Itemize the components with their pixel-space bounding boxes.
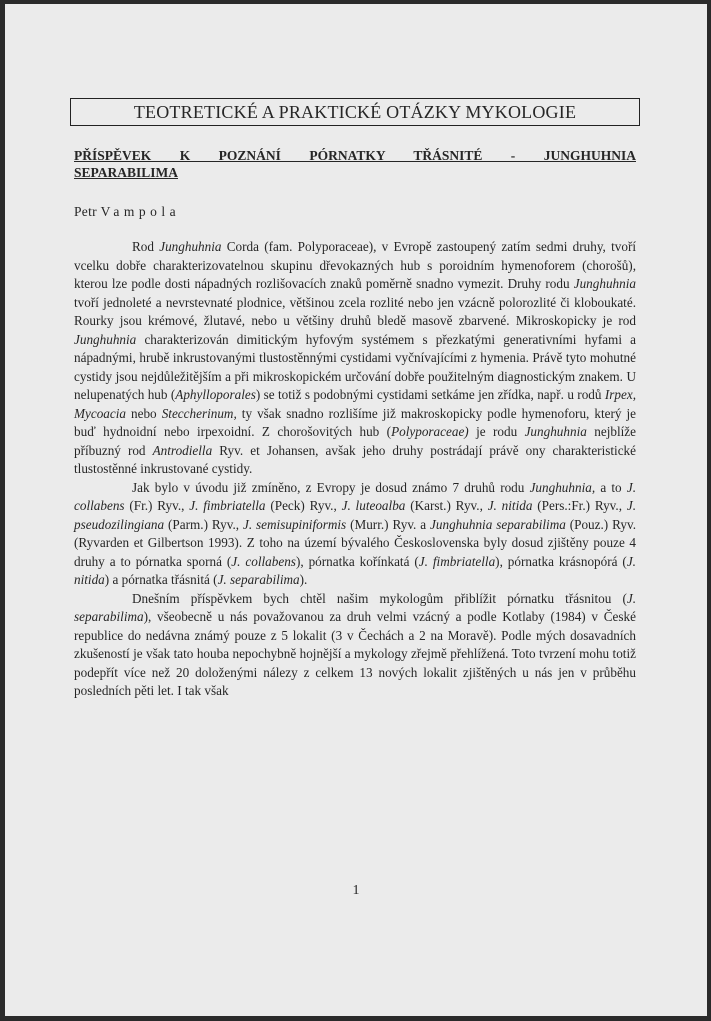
author [74, 204, 180, 220]
text-run: ). [299, 572, 308, 587]
text-run: ) a pórnatka třásnitá ( [104, 572, 218, 587]
italic-taxon: J. semisupiniformis [242, 516, 347, 532]
italic-taxon: Junghuhnia [524, 424, 587, 439]
article-title-line2: SEPARABILIMA [74, 165, 179, 180]
italic-taxon: Junghuhnia [74, 331, 137, 347]
italic-taxon: J. nitida [487, 498, 533, 513]
article-title [74, 147, 636, 181]
document-page [5, 4, 707, 1016]
text-run: (Pers.:Fr.) Ryv., [532, 498, 627, 513]
paragraph [74, 238, 636, 479]
text-run: a to [595, 479, 627, 495]
text-run: ty však snadno rozlišíme již makroskopicky podle hymenoforu, který je buď hydnoidní nebo irpexoidní. Z chorošovitých hub ( [74, 405, 636, 439]
text-run: nejblíže příbuzný rod [74, 424, 636, 458]
text-run: (Fr.) Ryv., [124, 498, 190, 513]
page-number: 1 [352, 883, 360, 898]
italic-taxon: J. pseudozilingiana [74, 498, 636, 532]
italic-taxon: J. separabilima [217, 572, 300, 587]
text-run: Ryv. et Johansen, avšak jeho druhy postrádají právě ony charakteristické tlustostěnné inkrustované cystidy. [74, 442, 636, 476]
italic-taxon: Steccherinum, [161, 405, 237, 421]
italic-taxon: Irpex, Mycoacia [74, 387, 636, 421]
italic-taxon: J. separabilima [74, 590, 636, 624]
text-run: je rodu [468, 424, 525, 439]
italic-taxon: J. nitida [74, 553, 636, 587]
text-run: ), pórnatka krásnopórá ( [495, 553, 627, 569]
author-last-name: Vampola [100, 204, 181, 219]
text-run: Dnešním příspěvkem bych chtěl našim mykologům přiblížit pórnatku třásnitou ( [132, 590, 627, 606]
text-run: charakterizován dimitickým hyfovým systémem s přezkatými generativními hyfami a nápadnými, hrubě inkrustovanými tlustostěnnými cystidami vyčnívajícími z hymenia. Právě tyto mohutné cystidy jsou nejdůležitějším a při mikroskopickém určování dobře použitelným diagnostickým znakem. U nelupenatých hub ( [74, 331, 636, 402]
author-first-name: Petr [74, 204, 97, 219]
text-run: (Karst.) Ryv., [405, 498, 488, 513]
italic-taxon: J. collabens [74, 479, 636, 513]
italic-taxon: J. luteoalba [341, 498, 406, 513]
section-header: TEOTRETICKÉ A PRAKTICKÉ OTÁZKY MYKOLOGIE [70, 98, 640, 126]
paragraph [74, 479, 636, 590]
italic-taxon: J. fimbriatella [418, 553, 496, 569]
text-run: Corda (fam. Polyporaceae), v Evropě zastoupený zatím sedmi druhy, tvoří vcelku dobře charakterizovatelnou skupinu dřevokazných hub s poroidním hymenoforem (chorošů), kterou lze podle dosti nápadných rozlišovacích znaků poměrně snadno vymezit. Druhy rodu [74, 239, 637, 291]
text-run: ), všeobecně u nás považovanou za druh velmi vzácný a podle Kotlaby (1984) v České republice do nedávna známý pouze z 5 lokalit (3 v Čechách a 2 na Moravě). Podle mých dosavadních zkušeností je však tato houba nepochybně hojnější a mykology zřejmě přehlížená. Toto tvrzení mohu totiž podepřít více než 20 doloženými nálezy z celkem 13 nových lokalit zjištěných u nás jen v průběhu posledních pěti let. I tak však [74, 609, 636, 698]
article-title-line1: PŘÍSPĚVEK K POZNÁNÍ PÓRNATKY TŘÁSNITÉ - JUNGHUHNIA [74, 148, 636, 163]
italic-taxon: Antrodiella [152, 442, 213, 458]
italic-taxon: Junghuhnia [159, 239, 222, 254]
text-run: tvoří jednoleté a nevrstevnaté plodnice, většinou zcela rozlité nebo jen vzácně polorozlité či kloboukaté. Rourky jsou krémové, žlutavé, nebo u většiny druhů bledě masově zbarvené. Mikroskopicky je rod [74, 294, 636, 328]
text-run: Jak bylo v úvodu již zmíněno, z Evropy je dosud známo 7 druhů rodu [132, 479, 530, 495]
italic-taxon: J. collabens [231, 553, 296, 569]
italic-taxon: J. fimbriatella [189, 498, 266, 513]
italic-taxon: Aphylloporales [175, 387, 256, 402]
text-run: (Parm.) Ryv., [164, 516, 243, 532]
text-run: ), pórnatka kořínkatá ( [295, 553, 419, 569]
text-run: (Peck) Ryv., [265, 498, 342, 513]
paragraph [74, 590, 636, 701]
text-run: Rod [132, 239, 160, 254]
article-body [74, 238, 636, 701]
text-run: nebo [126, 405, 162, 421]
italic-taxon: Polyporaceae) [391, 424, 469, 439]
text-run: ) se totiž s podobnými cystidami setkáme jen zřídka, např. u rodů [255, 387, 605, 402]
text-run: (Murr.) Ryv. a [346, 516, 431, 532]
italic-taxon: Junghuhnia, [529, 479, 596, 495]
text-run: (Pouz.) Ryv. (Ryvarden et Gilbertson 1993). Z toho na území bývalého Československa byly dosud zjištěny pouze 4 druhy a to pórnatka sporná ( [74, 516, 637, 569]
italic-taxon: Junghuhnia [573, 276, 636, 291]
italic-taxon: Junghuhnia separabilima [430, 516, 566, 532]
